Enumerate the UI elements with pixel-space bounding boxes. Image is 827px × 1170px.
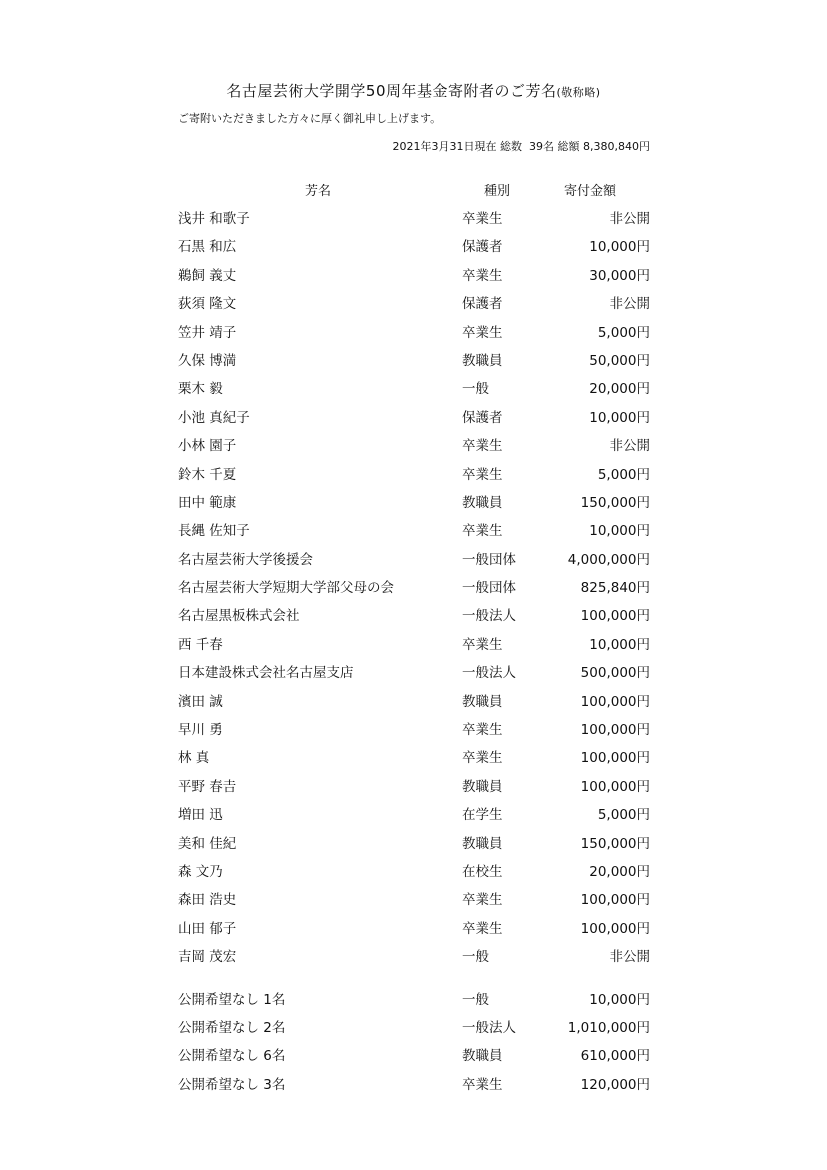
donor-name: 早川 勇 bbox=[178, 722, 223, 739]
table-row bbox=[178, 631, 650, 659]
table-row bbox=[178, 574, 650, 602]
table-row bbox=[178, 347, 650, 375]
donor-name: 長縄 佐知子 bbox=[178, 523, 250, 540]
donor-amount: 5,000円 bbox=[597, 466, 650, 483]
table-row bbox=[178, 830, 650, 858]
donor-type: 一般法人 bbox=[462, 608, 516, 625]
donor-name: 濱田 誠 bbox=[178, 693, 223, 710]
donor-type: 在学生 bbox=[462, 807, 503, 824]
donor-type: 保護者 bbox=[462, 409, 503, 426]
donor-amount: 非公開 bbox=[609, 949, 650, 966]
donor-type: 教職員 bbox=[462, 352, 503, 369]
donor-name: 小池 真紀子 bbox=[178, 409, 250, 426]
table-row bbox=[178, 461, 650, 489]
table-row bbox=[178, 858, 650, 886]
donor-amount: 50,000円 bbox=[589, 352, 650, 369]
donor-name: 山田 郁子 bbox=[178, 920, 237, 937]
table-row bbox=[178, 205, 650, 233]
donor-name: 日本建設株式会社名古屋支店 bbox=[178, 665, 354, 682]
donor-name: 吉岡 茂宏 bbox=[178, 949, 237, 966]
summary-count: 39名 bbox=[529, 140, 555, 153]
table-row bbox=[178, 262, 650, 290]
donor-amount: 100,000円 bbox=[580, 920, 650, 937]
donor-amount: 100,000円 bbox=[580, 608, 650, 625]
table-row bbox=[178, 290, 650, 318]
donor-type: 卒業生 bbox=[462, 466, 503, 483]
donor-amount: 500,000円 bbox=[580, 665, 650, 682]
donor-type: 一般団体 bbox=[462, 551, 516, 568]
donor-name: 笠井 靖子 bbox=[178, 324, 237, 341]
table-row bbox=[178, 744, 650, 772]
donor-type: 在校生 bbox=[462, 863, 503, 880]
donor-type: 教職員 bbox=[462, 1048, 503, 1065]
donor-type: 卒業生 bbox=[462, 211, 503, 227]
summary-line bbox=[178, 138, 650, 154]
donor-amount: 20,000円 bbox=[589, 863, 650, 880]
donor-name: 美和 佳紀 bbox=[178, 835, 237, 852]
donor-amount: 100,000円 bbox=[580, 892, 650, 909]
donor-amount: 5,000円 bbox=[597, 324, 650, 341]
donor-amount: 非公開 bbox=[609, 296, 650, 313]
summary-total-label: 総額 bbox=[557, 140, 580, 153]
donor-type: 教職員 bbox=[462, 835, 503, 852]
donor-type: 一般 bbox=[462, 381, 489, 398]
donor-amount: 100,000円 bbox=[580, 722, 650, 739]
donor-amount: 5,000円 bbox=[597, 807, 650, 824]
donor-name: 公開希望なし 6名 bbox=[178, 1048, 286, 1065]
donor-amount: 非公開 bbox=[609, 211, 650, 227]
table-row bbox=[178, 986, 650, 1014]
table-row bbox=[178, 375, 650, 403]
table-row bbox=[178, 1042, 650, 1070]
donor-name: 浅井 和歌子 bbox=[178, 211, 250, 227]
donor-list bbox=[178, 205, 650, 972]
donor-name: 栗木 毅 bbox=[178, 381, 223, 398]
donor-amount: 610,000円 bbox=[580, 1048, 650, 1065]
donor-type: 教職員 bbox=[462, 693, 503, 710]
donor-name: 荻須 隆文 bbox=[178, 296, 237, 313]
donor-name: 森 文乃 bbox=[178, 863, 223, 880]
donor-amount: 120,000円 bbox=[580, 1076, 650, 1093]
donor-type: 一般 bbox=[462, 992, 489, 1008]
donor-name: 名古屋芸術大学短期大学部父母の会 bbox=[178, 580, 394, 597]
donor-type: 卒業生 bbox=[462, 722, 503, 739]
summary-date: 2021年3月31日現在 bbox=[392, 140, 497, 153]
summary-total: 8,380,840円 bbox=[583, 140, 650, 153]
table-row bbox=[178, 659, 650, 687]
table-row bbox=[178, 773, 650, 801]
table-row bbox=[178, 517, 650, 545]
table-row bbox=[178, 432, 650, 460]
donor-type: 卒業生 bbox=[462, 920, 503, 937]
header-amount: 寄付金額 bbox=[564, 184, 617, 199]
donor-amount: 4,000,000円 bbox=[567, 551, 650, 568]
donor-type: 一般 bbox=[462, 949, 489, 966]
table-row bbox=[178, 886, 650, 914]
donor-type: 保護者 bbox=[462, 239, 503, 256]
donor-name: 鈴木 千夏 bbox=[178, 466, 237, 483]
donor-amount: 100,000円 bbox=[580, 778, 650, 795]
header-name: 芳名 bbox=[305, 184, 332, 199]
title-text: 名古屋芸術大学開学50周年基金寄附者のご芳名 bbox=[226, 82, 557, 100]
table-row bbox=[178, 1014, 650, 1042]
donor-name: 名古屋芸術大学後援会 bbox=[178, 551, 313, 568]
donor-name: 小林 園子 bbox=[178, 438, 237, 455]
donor-name: 石黒 和広 bbox=[178, 239, 237, 256]
donor-type: 卒業生 bbox=[462, 892, 503, 909]
donor-amount: 10,000円 bbox=[589, 409, 650, 426]
donor-type: 卒業生 bbox=[462, 324, 503, 341]
summary-count-label: 総数 bbox=[500, 140, 523, 153]
table-row bbox=[178, 688, 650, 716]
table-row bbox=[178, 546, 650, 574]
donor-name: 名古屋黒板株式会社 bbox=[178, 608, 300, 625]
donor-type: 教職員 bbox=[462, 778, 503, 795]
donor-name: 公開希望なし 3名 bbox=[178, 1076, 286, 1093]
donor-name: 平野 春𠮷 bbox=[178, 778, 237, 795]
donor-type: 卒業生 bbox=[462, 438, 503, 455]
donor-name: 林 真 bbox=[178, 750, 210, 767]
donor-amount: 825,840円 bbox=[580, 580, 650, 597]
donor-amount: 10,000円 bbox=[589, 239, 650, 256]
donor-amount: 150,000円 bbox=[580, 494, 650, 511]
donor-name: 西 千春 bbox=[178, 636, 223, 653]
donor-type: 一般法人 bbox=[462, 1020, 516, 1037]
table-header bbox=[178, 180, 650, 200]
page-title bbox=[0, 80, 827, 101]
donor-name: 鵜飼 義丈 bbox=[178, 267, 237, 284]
table-row bbox=[178, 716, 650, 744]
table-row bbox=[178, 943, 650, 971]
donor-type: 卒業生 bbox=[462, 523, 503, 540]
donor-type: 卒業生 bbox=[462, 750, 503, 767]
donor-amount: 20,000円 bbox=[589, 381, 650, 398]
donor-amount: 1,010,000円 bbox=[567, 1020, 650, 1037]
donor-type: 一般法人 bbox=[462, 665, 516, 682]
donor-name: 森田 浩史 bbox=[178, 892, 237, 909]
table-row bbox=[178, 602, 650, 630]
anonymous-donor-list bbox=[178, 986, 650, 1099]
donor-type: 卒業生 bbox=[462, 1076, 503, 1093]
donor-name: 公開希望なし 2名 bbox=[178, 1020, 286, 1037]
donor-name: 田中 範康 bbox=[178, 494, 237, 511]
table-row bbox=[178, 915, 650, 943]
table-row bbox=[178, 801, 650, 829]
table-row bbox=[178, 404, 650, 432]
donor-amount: 150,000円 bbox=[580, 835, 650, 852]
donor-type: 卒業生 bbox=[462, 636, 503, 653]
donor-amount: 10,000円 bbox=[589, 992, 650, 1008]
donor-amount: 10,000円 bbox=[589, 636, 650, 653]
donor-type: 保護者 bbox=[462, 296, 503, 313]
intro-text: ご寄附いただきました方々に厚く御礼申し上げます。 bbox=[178, 112, 442, 125]
donor-type: 卒業生 bbox=[462, 267, 503, 284]
donor-amount: 100,000円 bbox=[580, 693, 650, 710]
donor-name: 久保 博満 bbox=[178, 352, 237, 369]
donor-amount: 30,000円 bbox=[589, 267, 650, 284]
donor-amount: 10,000円 bbox=[589, 523, 650, 540]
donor-amount: 非公開 bbox=[609, 438, 650, 455]
header-type: 種別 bbox=[484, 184, 511, 199]
table-row bbox=[178, 489, 650, 517]
table-row bbox=[178, 1071, 650, 1099]
donor-name: 増田 迅 bbox=[178, 807, 223, 824]
table-row bbox=[178, 233, 650, 261]
donor-type: 教職員 bbox=[462, 494, 503, 511]
donor-amount: 100,000円 bbox=[580, 750, 650, 767]
table-row bbox=[178, 319, 650, 347]
title-note: (敬称略) bbox=[556, 86, 601, 99]
donor-type: 一般団体 bbox=[462, 580, 516, 597]
donor-name: 公開希望なし 1名 bbox=[178, 992, 286, 1008]
